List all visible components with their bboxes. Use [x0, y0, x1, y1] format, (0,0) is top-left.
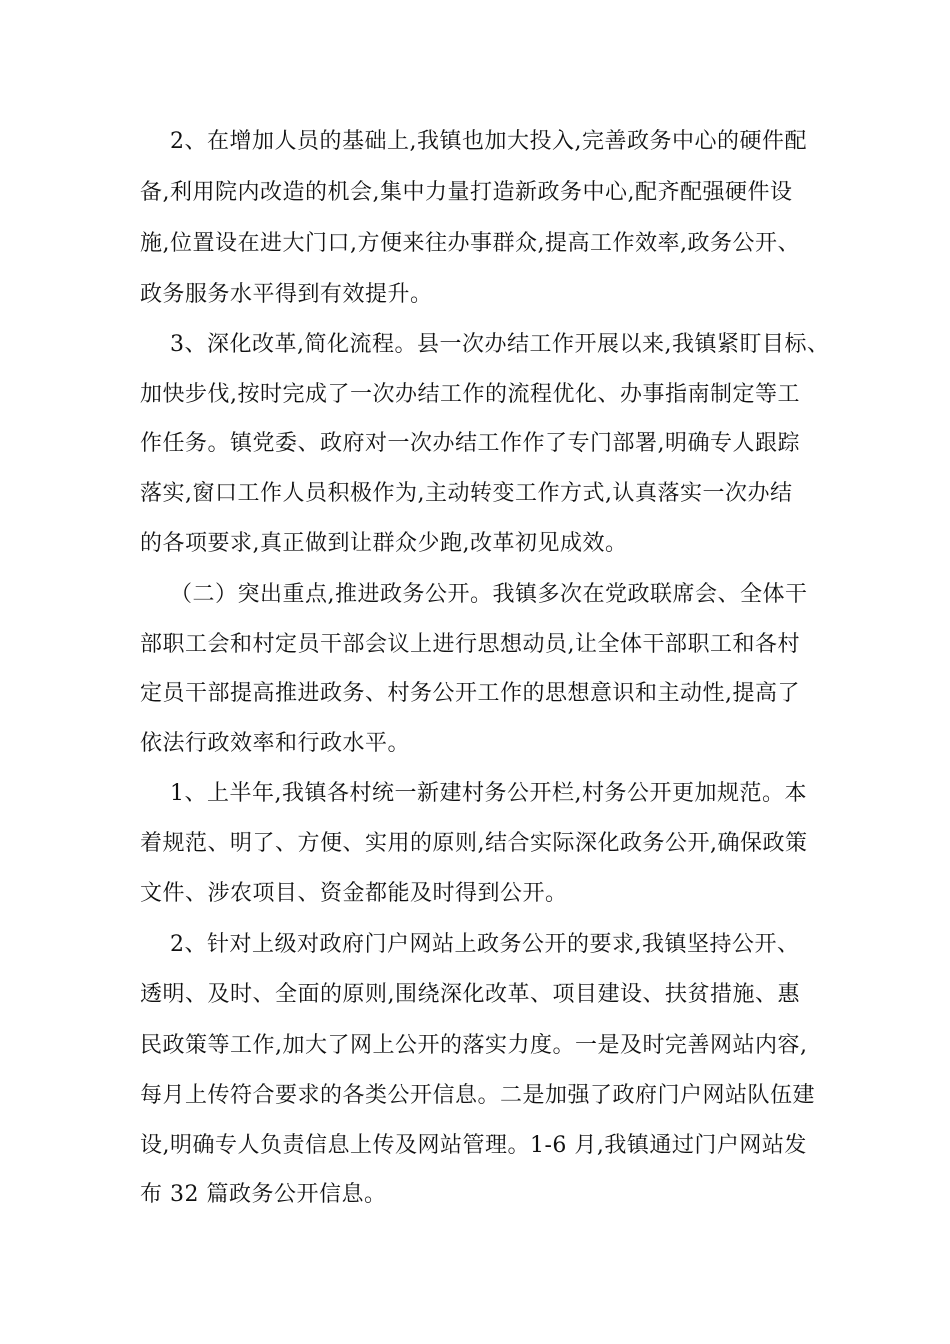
- paragraph-line: 民政策等工作,加大了网上公开的落实力度。一是及时完善网站内容,: [140, 1033, 808, 1058]
- paragraph-line: 文件、涉农项目、资金都能及时得到公开。: [140, 881, 568, 906]
- paragraph-line: 1、上半年,我镇各村统一新建村务公开栏,村务公开更加规范。本: [140, 781, 807, 806]
- paragraph-line: 2、针对上级对政府门户网站上政务公开的要求,我镇坚持公开、: [140, 932, 800, 957]
- paragraph-line: 每月上传符合要求的各类公开信息。二是加强了政府门户网站队伍建: [140, 1083, 816, 1108]
- paragraph-line: 施,位置设在进大门口,方便来往办事群众,提高工作效率,政务公开、: [140, 231, 800, 256]
- paragraph-line: 落实,窗口工作人员积极作为,主动转变工作方式,认真落实一次办结: [140, 481, 793, 506]
- paragraph-line: 的各项要求,真正做到让群众少跑,改革初见成效。: [140, 531, 628, 556]
- paragraph-line: 定员干部提高推进政务、村务公开工作的思想意识和主动性,提高了: [140, 681, 800, 706]
- paragraph-line: 2、在增加人员的基础上,我镇也加大投入,完善政务中心的硬件配: [140, 129, 807, 154]
- paragraph-line: 加快步伐,按时完成了一次办结工作的流程优化、办事指南制定等工: [140, 382, 800, 407]
- paragraph-line: 设,明确专人负责信息上传及网站管理。1-6 月,我镇通过门户网站发: [140, 1133, 807, 1158]
- paragraph-line: 依法行政效率和行政水平。: [140, 731, 411, 756]
- paragraph-line: 部职工会和村定员干部会议上进行思想动员,让全体干部职工和各村: [140, 632, 800, 657]
- paragraph-line: 布 32 篇政务公开信息。: [140, 1182, 387, 1207]
- paragraph-line: 透明、及时、全面的原则,围绕深化改革、项目建设、扶贫措施、惠: [140, 982, 800, 1007]
- paragraph-line: 着规范、明了、方便、实用的原则,结合实际深化政务公开,确保政策: [140, 831, 808, 856]
- paragraph-line: 作任务。镇党委、政府对一次办结工作作了专门部署,明确专人跟踪: [140, 431, 800, 456]
- paragraph-line: （二）突出重点,推进政务公开。我镇多次在党政联席会、全体干: [140, 582, 808, 607]
- paragraph-line: 政务服务水平得到有效提升。: [140, 282, 433, 307]
- paragraph-line: 3、深化改革,简化流程。县一次办结工作开展以来,我镇紧盯目标、: [140, 332, 830, 357]
- paragraph-line: 备,利用院内改造的机会,集中力量打造新政务中心,配齐配强硬件设: [140, 180, 793, 205]
